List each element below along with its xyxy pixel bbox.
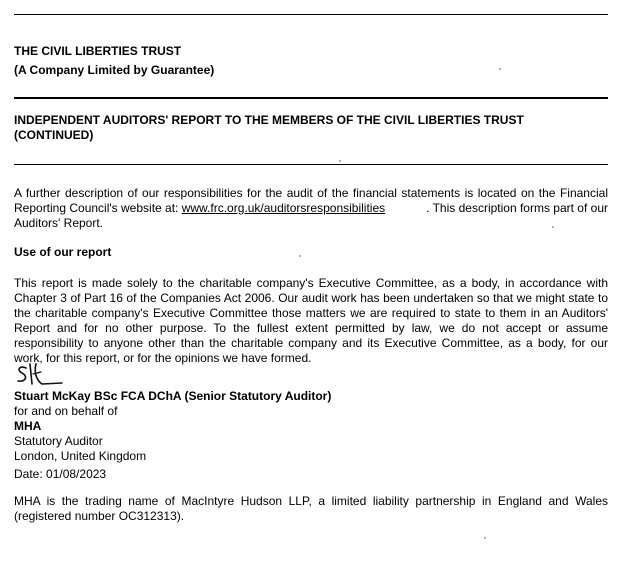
date-value: 01/08/2023	[46, 467, 107, 481]
responsibilities-line1: A further description of our responsibilities for the audit of the financial statements is located on the Financial	[14, 186, 608, 200]
org-type: (A Company Limited by Guarantee)	[14, 63, 215, 77]
frc-link[interactable]: www.frc.org.uk/auditorsresponsibilities	[181, 201, 386, 215]
date-label: Date:	[14, 467, 43, 481]
signatory-block	[14, 389, 608, 464]
signatory-name: Stuart McKay BSc FCA DChA (Senior Statutory Auditor)	[14, 389, 332, 403]
responsibilities-line3: Auditors' Report.	[14, 216, 103, 230]
responsibilities-paragraph	[14, 186, 608, 231]
use-line-5: responsibility to anyone other than the charitable company and its Executive Committee, as a body, for our	[14, 336, 608, 350]
top-rule	[14, 14, 608, 15]
scan-speck	[499, 68, 501, 70]
footer-line2: (registered number OC312313).	[14, 509, 185, 523]
signatory-on-behalf: for and on behalf of	[14, 404, 118, 418]
use-line-2: Chapter 3 of Part 16 of the Companies Act 2006. Our audit work has been undertaken so that we might state to	[14, 291, 608, 305]
auditor-signature	[14, 360, 64, 390]
signatory-firm: MHA	[14, 419, 42, 433]
use-line-1: This report is made solely to the charitable company's Executive Committee, as a body, in accordance with	[14, 276, 608, 290]
title-top-rule	[14, 97, 608, 99]
use-line-4: Report and for no other purpose. To the fullest extent permitted by law, we do not accept or assume	[14, 321, 608, 335]
use-line-6: work, for this report, or for the opinions we have formed.	[14, 351, 312, 365]
signature-date	[14, 467, 608, 482]
footer-note	[14, 494, 608, 524]
scan-speck	[484, 537, 486, 539]
report-title-line2: (CONTINUED)	[14, 128, 94, 142]
responsibilities-line2	[14, 201, 608, 216]
use-line-3: the charitable company's Executive Committee those matters we are required to state to them in an Auditors'	[14, 306, 608, 320]
title-bottom-rule	[14, 164, 608, 165]
scan-speck	[552, 226, 554, 228]
use-of-report-paragraph	[14, 276, 608, 366]
report-title-line1: INDEPENDENT AUDITORS' REPORT TO THE MEMBERS OF THE CIVIL LIBERTIES TRUST	[14, 113, 524, 127]
scan-speck	[299, 255, 301, 257]
org-name: THE CIVIL LIBERTIES TRUST	[14, 44, 182, 58]
scan-speck	[339, 160, 341, 162]
footer-line1: MHA is the trading name of MacIntyre Hudson LLP, a limited liability partnership in England and Wales	[14, 494, 608, 508]
use-of-report-heading: Use of our report	[14, 245, 112, 259]
signatory-role: Statutory Auditor	[14, 434, 103, 448]
responsibilities-line2-post: . This description forms part of our	[426, 201, 608, 215]
report-title	[14, 113, 608, 143]
signatory-location: London, United Kingdom	[14, 449, 147, 463]
responsibilities-line2-pre: Reporting Council's website at:	[14, 201, 182, 215]
